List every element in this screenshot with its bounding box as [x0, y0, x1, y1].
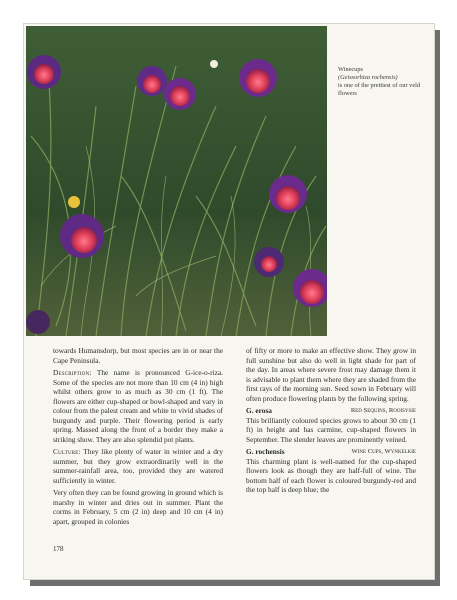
paragraph-rochensis: This charming plant is well-named for the cup-shaped flowers look as though they are half-full of wine. The bottom half of each flower is coloured burgundy-red and the top half is deep blue; the [246, 456, 416, 494]
right-column [246, 346, 416, 498]
culture-label: Culture: [53, 447, 81, 456]
paragraph-intro: towards Humansdorp, but most species are in or near the Cape Peninsula. [53, 346, 223, 365]
species-name-erosa: G. erosa [246, 406, 272, 415]
caption-text: is one of the prettiest of our veld flowers [338, 82, 421, 97]
common-name-erosa: Red Sequins, Rooisysie [350, 407, 416, 414]
winecups-photo [26, 26, 327, 336]
paragraph-culture [53, 447, 223, 485]
book-page [23, 23, 435, 580]
paragraph-planting: Very often they can be found growing in ground which is marshy in winter and dries out in summer. Plant the corms in February, 5 cm (2 in) deep and 10 cm (4 in) apart, grouped in colonies [53, 488, 223, 526]
culture-text: They like plenty of water in winter and a dry summer, but they grow extraordinarily well in the summer-rainfall area, too, provided they are watered sufficiently in winter. [53, 447, 223, 485]
species-heading-erosa [246, 406, 416, 416]
left-column [53, 346, 223, 529]
page-number: 178 [53, 545, 64, 553]
paragraph-description [53, 368, 223, 444]
photo-caption [338, 66, 426, 98]
species-heading-rochensis [246, 447, 416, 457]
flower-illustration [26, 26, 327, 336]
paragraph-erosa: This brilliantly coloured species grows to about 30 cm (1 ft) in height and has carmine, cup-shaped flowers in September. The slender leaves are prominently veined. [246, 415, 416, 444]
description-label: Description: [53, 368, 92, 377]
caption-scientific-name: (Geissorhiza rochensis) [338, 74, 398, 81]
common-name-rochensis: Wine Cups, Wynkelkie [351, 448, 416, 455]
caption-title: Winecups [338, 66, 363, 73]
description-text: The name is pronounced G-ice-o-riza. Some of the species are not more than 10 cm (4 in) high whilst others grow to as much as 30 cm (1 ft). The flowers are either cup-shaped or bowl-shaped and vary in colour from the palest cream and white to vivid shades of burgundy and purple. Their flowering period is early spring. Massed along the front of a border they make a striking show. They are also splendid pot plants. [53, 368, 223, 444]
paragraph-continued: of fifty or more to make an effective show. They grow in full sunshine but also do well in light shade for part of the day. In areas where severe frost may damage them it is advisable to plant them where they are shaded from the first rays of the morning sun. Seed sown in February will often produce flowering plants by the following spring. [246, 346, 416, 403]
species-name-rochensis: G. rochensis [246, 447, 285, 456]
